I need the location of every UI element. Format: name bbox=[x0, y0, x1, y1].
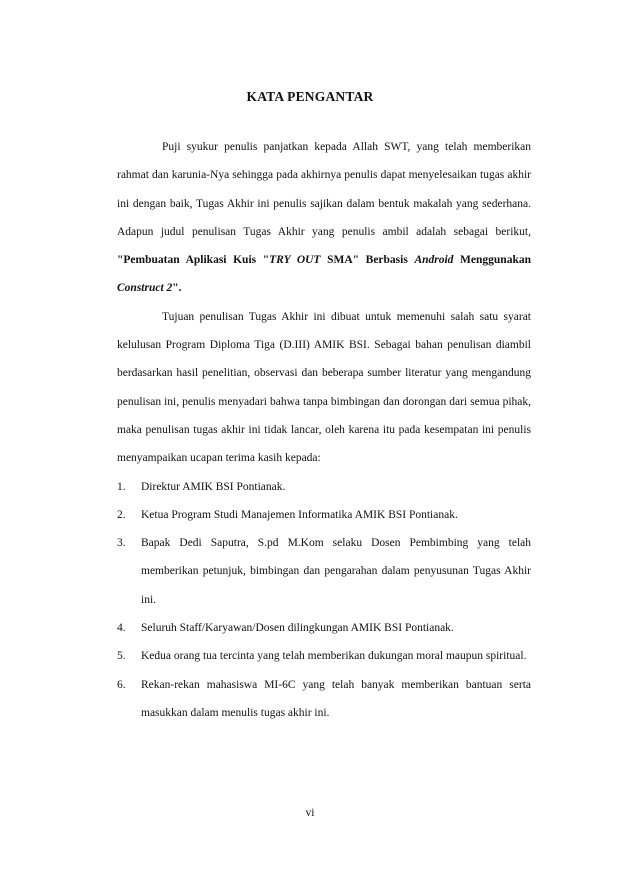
list-item-number: 6. bbox=[117, 678, 126, 691]
project-title-italic: Android bbox=[414, 254, 454, 267]
list-item-number: 1. bbox=[117, 480, 126, 493]
list-item bbox=[117, 473, 531, 501]
acknowledgement-list bbox=[117, 473, 531, 728]
page-title: KATA PENGANTAR bbox=[246, 89, 374, 104]
list-item bbox=[117, 501, 531, 529]
paragraph-purpose-text: Tujuan penulisan Tugas Akhir ini dibuat untuk memenuhi salah satu syarat kelulusan Program Diploma Tiga (D.III) AMIK BSI. Sebagai bahan penulisan diambil berdasarkan hasil penelitian, observasi dan beberapa sumber literatur yang mengandung penulisan ini, penulis menyadari bahwa tanpa bimbingan dan dorongan dari semua pihak, maka penulisan tugas akhir ini tidak lancar, oleh karena itu pada kesempatan ini penulis menyampaikan ucapan terima kasih kepada: bbox=[117, 310, 531, 465]
list-item-text: Rekan-rekan mahasiswa MI-6C yang telah banyak memberikan bantuan serta masukkan dalam menulis tugas akhir ini. bbox=[141, 678, 531, 719]
project-title-part: "Pembuatan Aplikasi Kuis " bbox=[117, 254, 270, 267]
list-item-text: Ketua Program Studi Manajemen Informatika AMIK BSI Pontianak. bbox=[141, 508, 458, 521]
list-item bbox=[117, 642, 531, 670]
list-item bbox=[117, 671, 531, 728]
project-title-italic: TRY OUT bbox=[269, 254, 321, 267]
page-number: vi bbox=[305, 807, 315, 819]
list-item bbox=[117, 529, 531, 614]
paragraph-intro bbox=[117, 133, 531, 303]
project-title-part: ". bbox=[172, 282, 182, 295]
project-title-part: Menggunakan bbox=[453, 254, 531, 267]
list-item-text: Kedua orang tua tercinta yang telah memberikan dukungan moral maupun spiritual. bbox=[141, 650, 527, 663]
list-item-text: Seluruh Staff/Karyawan/Dosen dilingkungan AMIK BSI Pontianak. bbox=[141, 622, 454, 635]
paragraph-purpose bbox=[117, 303, 531, 473]
project-title-part: SMA" Berbasis bbox=[327, 254, 415, 267]
document-body bbox=[117, 133, 531, 727]
list-item-number: 2. bbox=[117, 508, 126, 521]
list-item bbox=[117, 614, 531, 642]
list-item-text: Bapak Dedi Saputra, S.pd M.Kom selaku Dosen Pembimbing yang telah memberikan petunjuk, bimbingan dan pengarahan dalam penyusunan Tugas Akhir ini. bbox=[141, 537, 531, 606]
list-item-number: 5. bbox=[117, 650, 126, 663]
project-title-italic: Construct 2 bbox=[117, 282, 173, 295]
list-item-number: 3. bbox=[117, 537, 126, 550]
list-item-text: Direktur AMIK BSI Pontianak. bbox=[141, 480, 286, 493]
list-item-number: 4. bbox=[117, 622, 126, 635]
paragraph-intro-text: Puji syukur penulis panjatkan kepada Allah SWT, yang telah memberikan rahmat dan karunia-Nya sehingga pada akhirnya penulis dapat menyelesaikan tugas akhir ini dengan baik, Tugas Akhir ini penulis sajikan dalam bentuk makalah yang sederhana. Adapun judul penulisan Tugas Akhir yang penulis ambil adalah sebagai berikut, bbox=[117, 141, 531, 238]
project-title bbox=[117, 254, 531, 294]
